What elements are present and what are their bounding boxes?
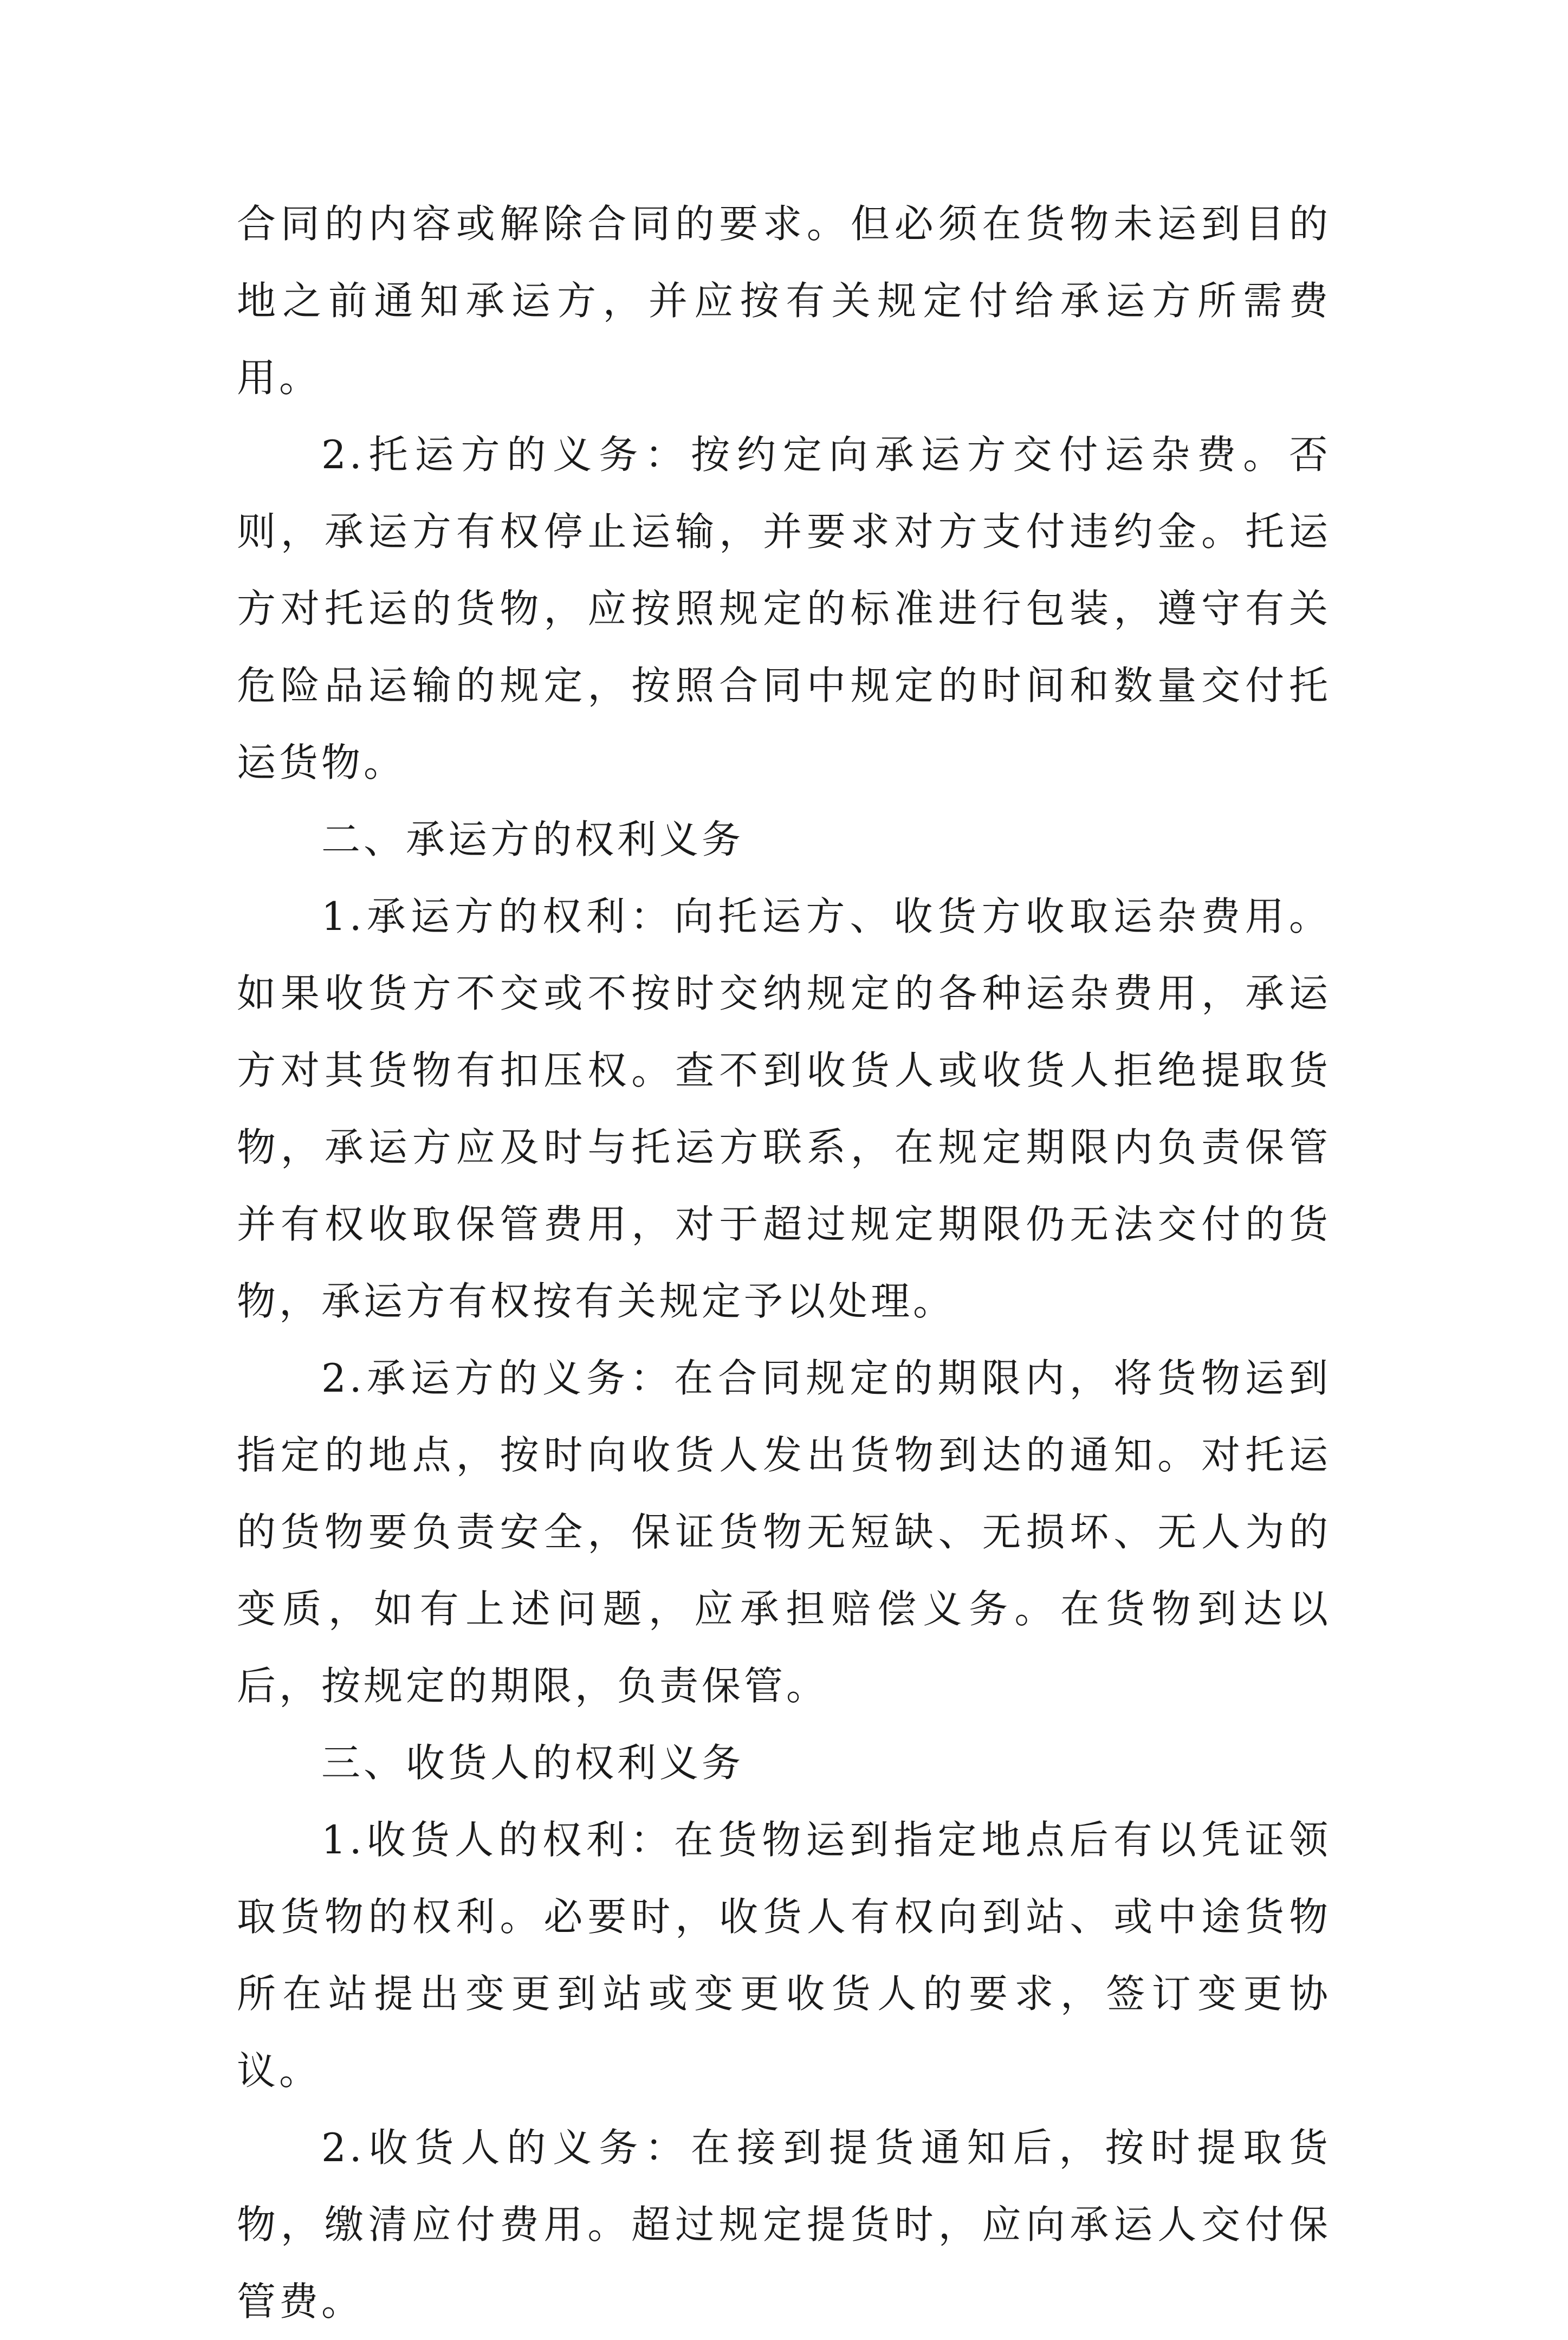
- paragraph-continuation: 合同的内容或解除合同的要求。但必须在货物未运到目的地之前通知承运方，并应按有关规定付给承运方所需费用。: [237, 201, 1331, 400]
- paragraph-carrier-obligations: 2.承运方的义务：在合同规定的期限内，将货物运到指定的地点，按时向收货人发出货物到达的通知。对托运的货物要负责安全，保证货物无短缺、无损坏、无人为的变质，如有上述问题，应承担赔偿义务。在货物到达以后，按规定的期限，负责保管。: [237, 1355, 1331, 1709]
- paragraph-shipper-obligations: 2.托运方的义务：按约定向承运方交付运杂费。否则，承运方有权停止运输，并要求对方支付违约金。托运方对托运的货物，应按照规定的标准进行包装，遵守有关危险品运输的规定，按照合同中规定的时间和数量交付托运货物。: [237, 432, 1331, 785]
- paragraph-consignee-obligations: 2.收货人的义务：在接到提货通知后，按时提取货物，缴清应付费用。超过规定提货时，应向承运人交付保管费。: [237, 2125, 1331, 2324]
- paragraph-carrier-rights: 1.承运方的权利：向托运方、收货方收取运杂费用。如果收货方不交或不按时交纳规定的各种运杂费用，承运方对其货物有扣压权。查不到收货人或收货人拒绝提取货物，承运方应及时与托运方联系，在规定期限内负责保管并有权收取保管费用，对于超过规定期限仍无法交付的货物，承运方有权按有关规定予以处理。: [237, 894, 1331, 1324]
- document-body: [237, 185, 1331, 2340]
- section-heading-consignee: 三、收货人的权利义务: [321, 1740, 744, 1786]
- section-heading-carrier: 二、承运方的权利义务: [321, 817, 744, 862]
- paragraph-consignee-rights: 1.收货人的权利：在货物运到指定地点后有以凭证领取货物的权利。必要时，收货人有权向到站、或中途货物所在站提出变更到站或变更收货人的要求，签订变更协议。: [237, 1817, 1331, 2093]
